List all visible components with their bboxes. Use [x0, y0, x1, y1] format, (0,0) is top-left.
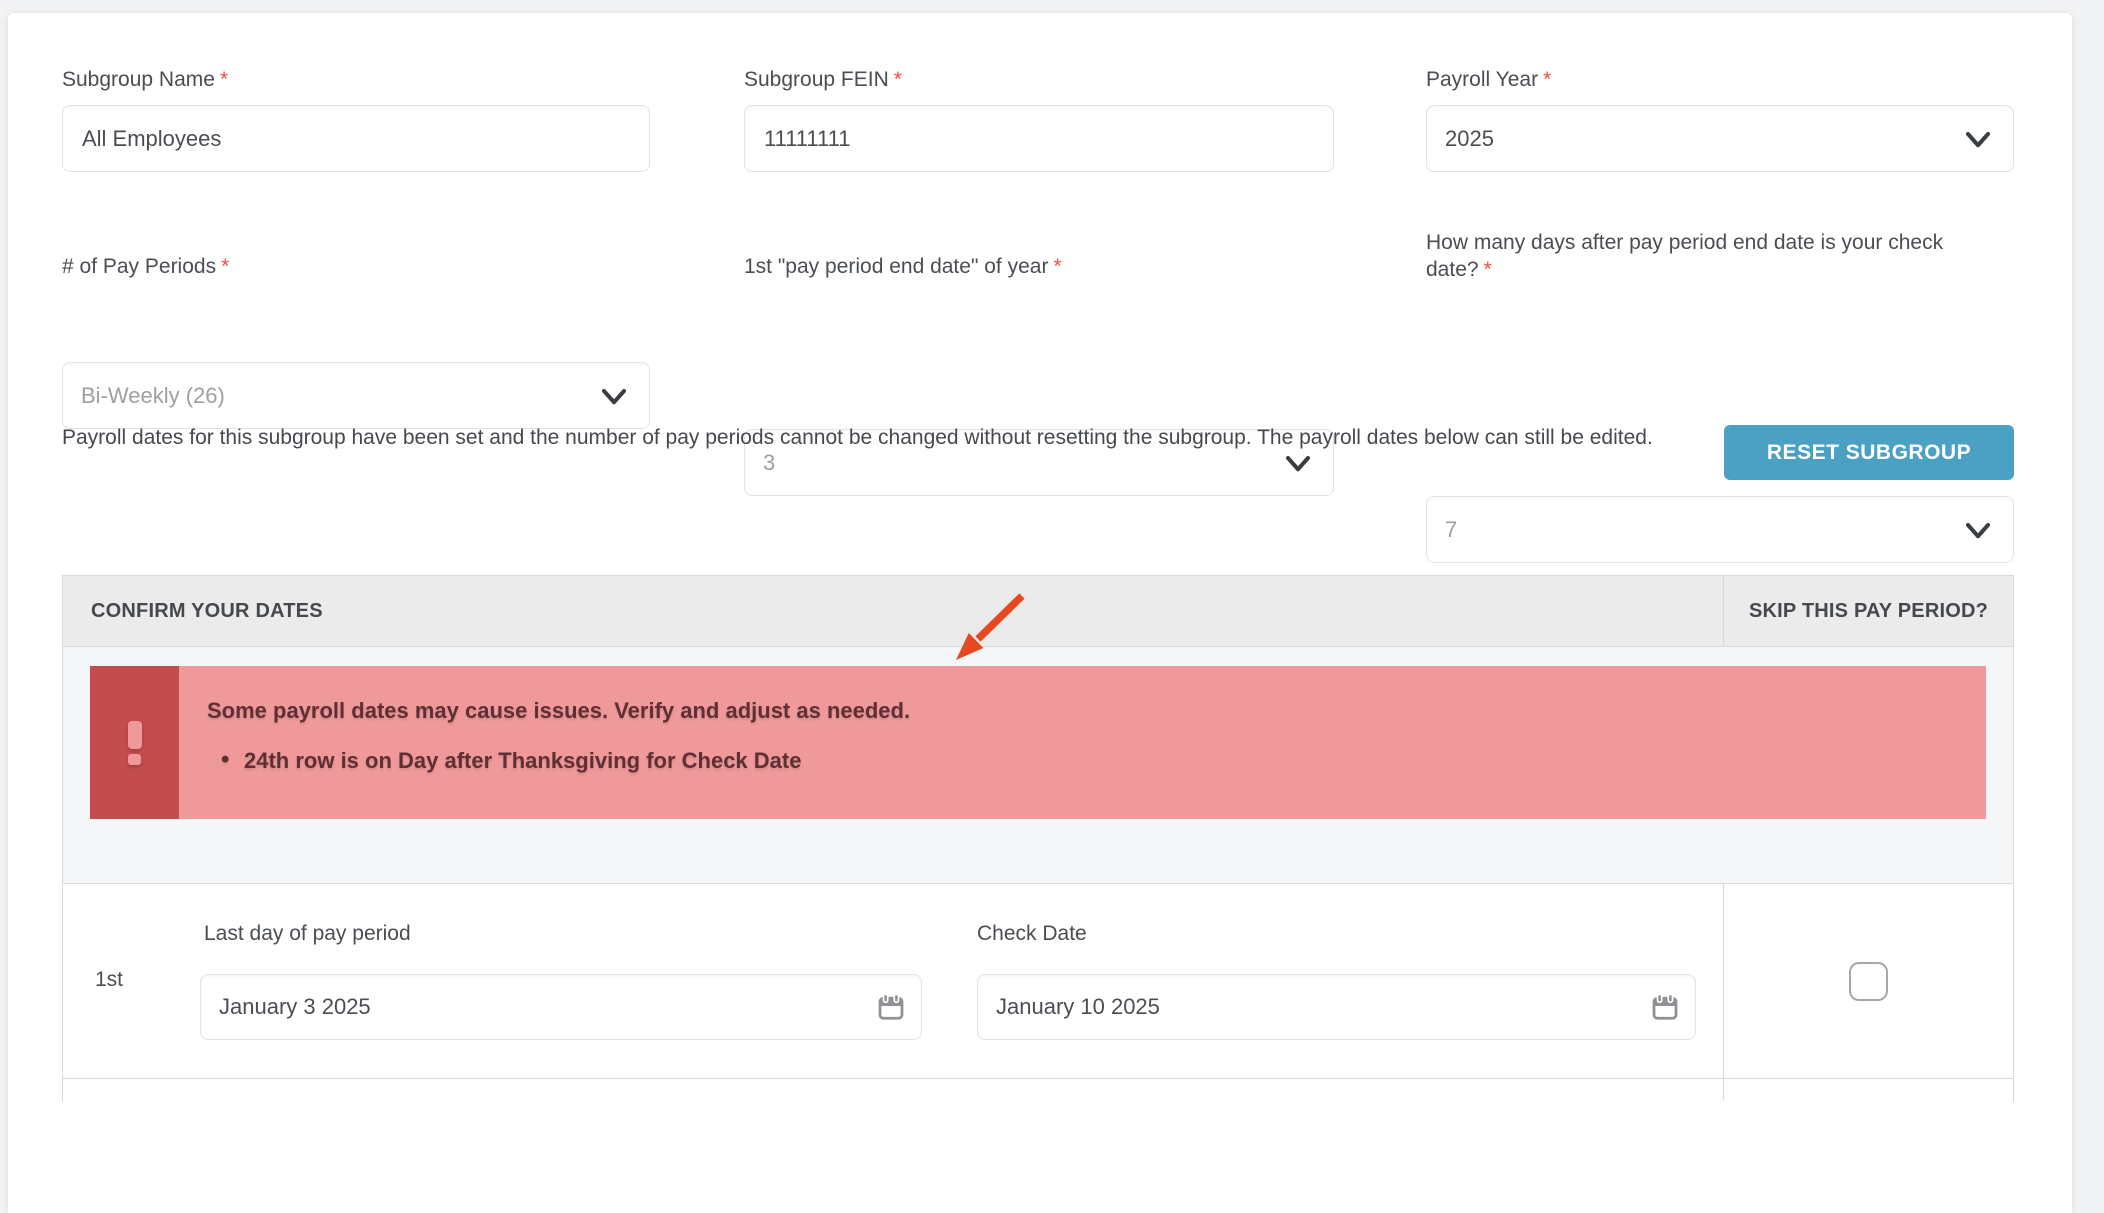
reset-subgroup-button[interactable]: RESET SUBGROUP: [1724, 425, 2014, 480]
subgroup-fein-label: [744, 66, 902, 93]
check-date-offset-label-text: How many days after pay period end date is your check date?: [1426, 231, 1944, 281]
subgroup-fein-field[interactable]: [744, 105, 1334, 172]
payroll-year-label: [1426, 66, 1551, 93]
first-pay-period-end-label: [744, 253, 1062, 280]
payroll-year-value: 2025: [1445, 125, 1494, 151]
skip-pay-period-header: SKIP THIS PAY PERIOD?: [1723, 576, 2013, 646]
required-asterisk: *: [1053, 255, 1062, 278]
subgroup-fein-input[interactable]: [745, 126, 1333, 152]
pay-period-row-1: [63, 884, 2013, 1079]
warning-list: [207, 749, 1966, 773]
last-day-date-field[interactable]: [200, 974, 922, 1040]
first-pay-period-end-value: 3: [763, 449, 776, 475]
payroll-dates-note: Payroll dates for this subgroup have been set and the number of pay periods cannot be changed without resetting the subgroup. The payroll dates below can still be edited.: [62, 426, 1653, 449]
pay-periods-label: [62, 253, 229, 280]
pay-period-row-2-partial: [63, 1079, 2013, 1100]
payroll-warning-banner: [90, 666, 1986, 819]
required-asterisk: *: [893, 68, 902, 91]
warning-title: Some payroll dates may cause issues. Verify and adjust as needed.: [207, 698, 911, 723]
check-date-offset-value: 7: [1445, 516, 1458, 542]
exclamation-icon: [90, 666, 179, 819]
chevron-down-icon: [1963, 515, 1993, 545]
chevron-down-icon: [599, 381, 629, 411]
pay-periods-value: Bi-Weekly (26): [81, 382, 225, 408]
subgroup-name-label: [62, 66, 228, 93]
payroll-year-label-text: Payroll Year: [1426, 68, 1539, 91]
chevron-down-icon: [1283, 448, 1313, 478]
calendar-icon[interactable]: [1649, 991, 1681, 1023]
confirm-dates-table: [62, 575, 2014, 1102]
subgroup-name-input[interactable]: [63, 126, 649, 152]
first-pay-period-end-label-text: 1st "pay period end date" of year: [744, 255, 1049, 278]
check-date-offset-label: [1426, 229, 1966, 283]
last-day-label: Last day of pay period: [204, 922, 411, 945]
required-asterisk: *: [1543, 68, 1552, 91]
confirm-dates-header: CONFIRM YOUR DATES: [91, 599, 323, 622]
skip-cell: [1723, 884, 2013, 1078]
warning-item: • 24th row is on Day after Thanksgiving for Check Date: [207, 749, 1966, 773]
chevron-down-icon: [1963, 124, 1993, 154]
required-asterisk: *: [219, 68, 229, 91]
pay-periods-select[interactable]: [62, 362, 650, 429]
payroll-year-select[interactable]: [1426, 105, 2014, 172]
check-date-label: Check Date: [977, 922, 1087, 945]
skip-pay-period-checkbox[interactable]: [1849, 962, 1888, 1001]
last-day-date-input[interactable]: [201, 994, 921, 1020]
subgroup-name-label-text: Subgroup Name: [62, 68, 215, 91]
required-asterisk: *: [221, 255, 230, 278]
table-header-row: [63, 576, 2013, 647]
calendar-icon[interactable]: [875, 991, 907, 1023]
pay-periods-label-text: # of Pay Periods: [62, 255, 217, 278]
check-date-input[interactable]: [978, 994, 1695, 1020]
check-date-field[interactable]: [977, 974, 1696, 1040]
required-asterisk: *: [1483, 258, 1492, 281]
warning-section: [63, 647, 2013, 884]
subgroup-name-field[interactable]: [62, 105, 650, 172]
row-ordinal: 1st: [95, 968, 124, 991]
check-date-offset-select[interactable]: [1426, 496, 2014, 563]
subgroup-fein-label-text: Subgroup FEIN: [744, 68, 889, 91]
